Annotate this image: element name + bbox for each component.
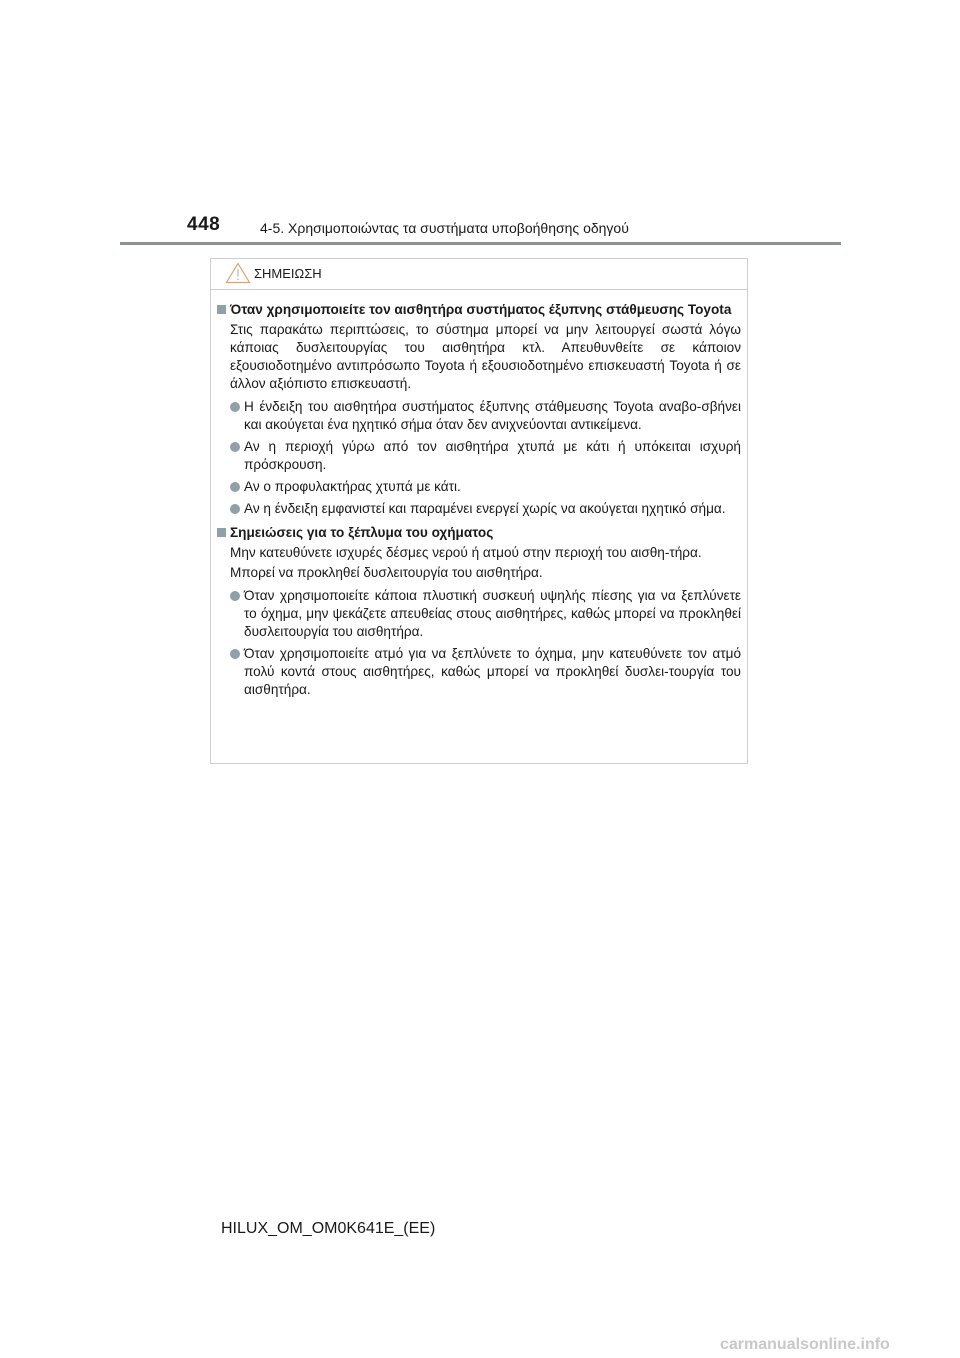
paragraph: Στις παρακάτω περιπτώσεις, το σύστημα μπορεί να μην λειτουργεί σωστά λόγω κάποιας δυσλειτουργίας του αισθητήρα κτλ. Απευθυνθείτε σε κάποιον εξουσιοδοτημένο αντιπρόσωπο Toyota ή εξουσιοδοτημένο επισκευαστή Toyota ή σε άλλον αξιόπιστο επισκευαστή. [230, 322, 741, 391]
section-heading [217, 524, 741, 542]
page-number: 448 [187, 214, 221, 235]
round-bullet-icon [230, 482, 240, 492]
bullet-item [217, 438, 741, 474]
bullet-text: Η ένδειξη του αισθητήρα συστήματος έξυπνης στάθμευσης Toyota αναβο-σβήνει και ακούγεται ένα ηχητικό σήμα όταν δεν ανιχνεύονται αντικείμενα. [244, 399, 741, 432]
round-bullet-icon [230, 591, 240, 601]
bullet-item [217, 645, 741, 699]
bullet-text: Αν ο προφυλακτήρας χτυπά με κάτι. [244, 479, 461, 494]
section-heading-text: Όταν χρησιμοποιείτε τον αισθητήρα συστήματος έξυπνης στάθμευσης Toyota [230, 302, 732, 317]
bullet-item [217, 587, 741, 641]
header-divider [120, 242, 841, 245]
section-title: 4-5. Χρησιμοποιώντας τα συστήματα υποβοήθησης οδηγού [260, 220, 629, 236]
notice-header [211, 259, 747, 290]
bullet-text: Αν η ένδειξη εμφανιστεί και παραμένει ενεργεί χωρίς να ακούγεται ηχητικό σήμα. [244, 501, 726, 516]
notice-box [210, 258, 748, 764]
warning-triangle-icon [225, 262, 251, 284]
round-bullet-icon [230, 442, 240, 452]
round-bullet-icon [230, 504, 240, 514]
section-heading [217, 301, 741, 319]
bullet-item [217, 398, 741, 434]
notice-section [217, 524, 741, 699]
notice-label: ΣΗΜΕΙΩΣΗ [254, 266, 322, 281]
notice-section [217, 301, 741, 518]
bullet-text: Αν η περιοχή γύρω από τον αισθητήρα χτυπά με κάτι ή υπόκειται ισχυρή πρόσκρουση. [244, 439, 741, 472]
notice-body [211, 290, 747, 699]
section-heading-text: Σημειώσεις για το ξέπλυμα του οχήματος [230, 525, 494, 540]
square-bullet-icon [217, 528, 226, 537]
paragraph: Μπορεί να προκληθεί δυσλειτουργία του αισθητήρα. [230, 565, 543, 580]
bullet-item [217, 478, 741, 496]
paragraph: Μην κατευθύνετε ισχυρές δέσμες νερού ή ατμού στην περιοχή του αισθη-τήρα. [230, 545, 702, 560]
page-header [0, 0, 960, 250]
document-code: HILUX_OM_OM0K641E_(EE) [221, 1220, 436, 1237]
watermark: carmanualsonline.info [720, 1336, 890, 1353]
bullet-text: Όταν χρησιμοποιείτε κάποια πλυστική συσκευή υψηλής πίεσης για να ξεπλύνετε το όχημα, μην ψεκάζετε απευθείας στους αισθητήρες, καθώς μπορεί να προκληθεί δυσλειτουργία του αισθητήρα. [244, 588, 741, 639]
bullet-item [217, 500, 741, 518]
square-bullet-icon [217, 305, 226, 314]
round-bullet-icon [230, 649, 240, 659]
bullet-text: Όταν χρησιμοποιείτε ατμό για να ξεπλύνετε το όχημα, μην κατευθύνετε τον ατμό πολύ κοντά στους αισθητήρες, καθώς μπορεί να προκληθεί δυσλει-τουργία του αισθητήρα. [244, 646, 741, 697]
round-bullet-icon [230, 402, 240, 412]
